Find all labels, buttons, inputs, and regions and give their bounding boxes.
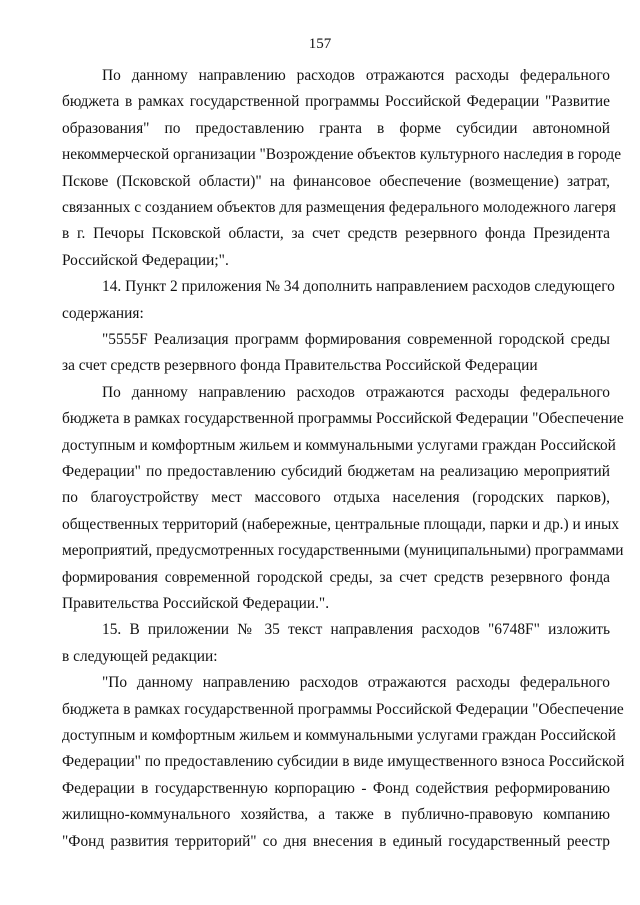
text-line: по благоустройству мест массового отдыха населения (городских парков), xyxy=(62,489,610,507)
text-line: По данному направлению расходов отражаются расходы федерального xyxy=(102,383,610,401)
text-line: Пскове (Псковской области)" на финансовое обеспечение (возмещение) затрат, xyxy=(62,172,610,190)
text-line: Правительства Российской Федерации.". xyxy=(62,595,330,612)
text-line: в г. Печоры Псковской области, за счет средств резервного фонда Президента xyxy=(62,225,610,243)
text-line: содержания: xyxy=(62,304,144,322)
text-line: Федерации" по предоставлению субсидий бюджетам на реализацию мероприятий xyxy=(62,463,610,480)
text-line: Российской Федерации;". xyxy=(62,251,229,269)
text-line: связанных с созданием объектов для размещения федерального молодежного лагеря xyxy=(62,199,616,216)
text-line: доступным и комфортным жильем и коммунальными услугами граждан Российской xyxy=(62,436,616,454)
text-line: По данному направлению расходов отражаются расходы федерального xyxy=(102,67,610,84)
text-line: "Фонд развития территорий" со дня внесения в единый государственный реестр xyxy=(62,832,610,850)
text-line: формирования современной городской среды, за счет средств резервного фонда xyxy=(62,568,610,586)
text-line: бюджета в рамках государственной программы Российской Федерации "Обеспечение xyxy=(62,410,624,428)
text-line: Федерации" по предоставлению субсидии в виде имущественного взноса Российской xyxy=(62,753,625,771)
text-line: бюджета в рамках государственной программы Российской Федерации "Развитие xyxy=(62,93,610,111)
text-line: в следующей редакции: xyxy=(62,647,218,665)
text-line: за счет средств резервного фонда Правительства Российской Федерации xyxy=(62,357,538,375)
text-line: образования" по предоставлению гранта в форме субсидии автономной xyxy=(62,119,610,137)
text-line: доступным и комфортным жильем и коммунальными услугами граждан Российской xyxy=(62,727,616,744)
text-line: "По данному направлению расходов отражаются расходы федерального xyxy=(102,674,610,692)
text-line: 15. В приложении № 35 текст направления расходов "6748F" изложить xyxy=(102,621,610,639)
page-number: 157 xyxy=(308,36,332,52)
text-line: жилищно-коммунального хозяйства, а также в публично-правовую компанию xyxy=(62,806,610,824)
text-line: бюджета в рамках государственной программы Российской Федерации "Обеспечение xyxy=(62,700,624,718)
text-line: общественных территорий (набережные, центральные площади, парки и др.) и иных xyxy=(62,515,620,533)
text-line: некоммерческой организации "Возрождение объектов культурного наследия в городе xyxy=(62,146,622,164)
text-line: "5555F Реализация программ формирования современной городской среды xyxy=(102,331,610,348)
text-line: 14. Пункт 2 приложения № 34 дополнить направлением расходов следующего xyxy=(102,278,615,296)
text-line: мероприятий, предусмотренных государственными (муниципальными) программами xyxy=(62,542,624,560)
text-line: Федерации в государственную корпорацию - Фонд содействия реформированию xyxy=(62,779,610,797)
